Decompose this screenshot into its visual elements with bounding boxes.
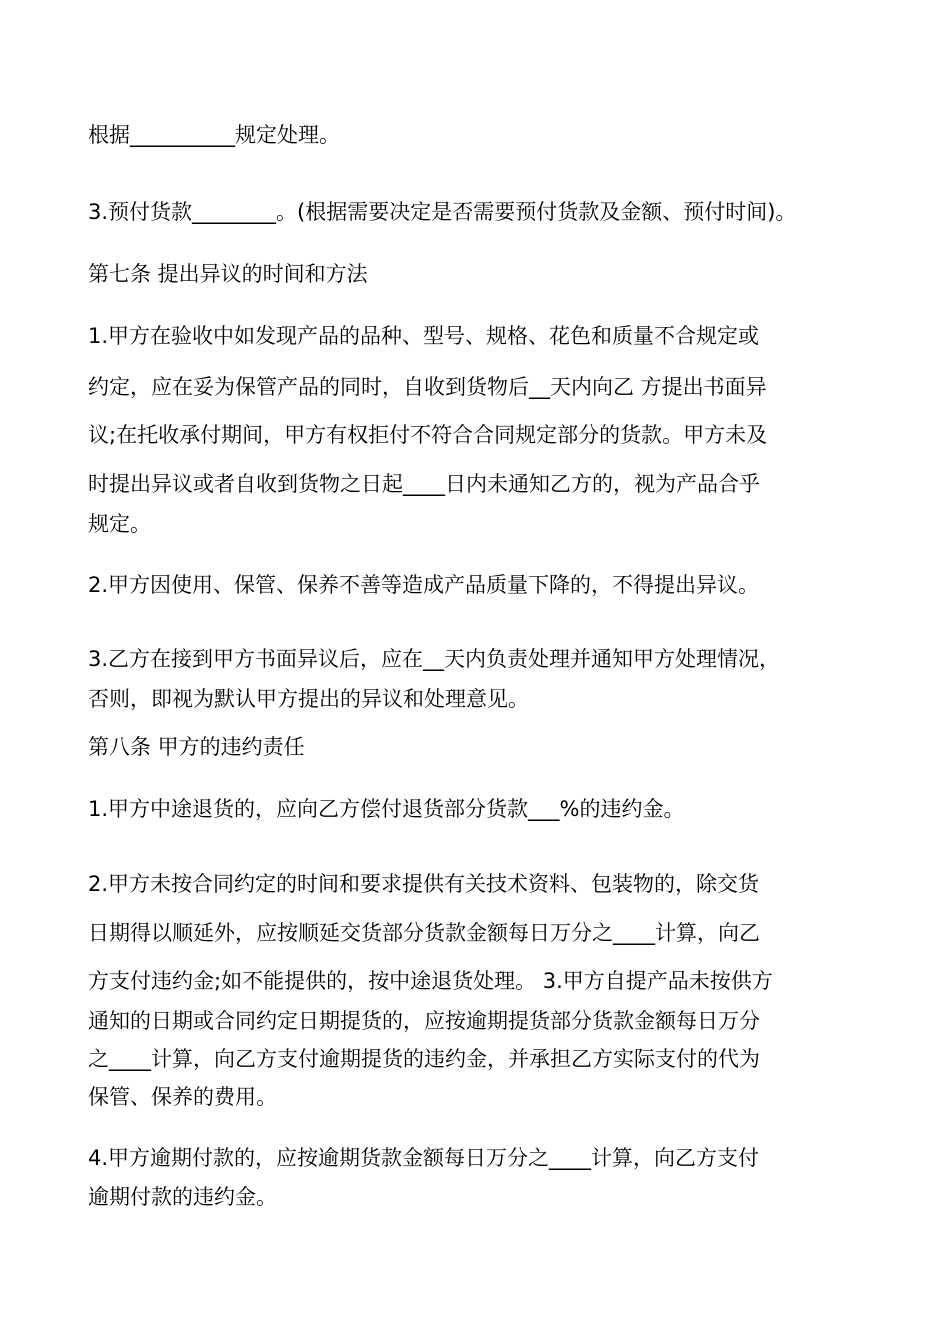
text-line-9: 2.甲方因使用、保管、保养不善等造成产品质量下降的，不得提出异议。 — [88, 573, 760, 597]
section-heading-7: 第七条 提出异议的时间和方法 — [88, 262, 368, 286]
text-line-19: 保管、保养的费用。 — [88, 1085, 277, 1109]
text-line-16: 方支付违约金;如不能提供的，按中途退货处理。 3.甲方自提产品未按供方 — [88, 969, 773, 993]
section-heading-8: 第八条 甲方的违约责任 — [88, 735, 305, 759]
text-line-1: 根据__________规定处理。 — [88, 123, 340, 147]
text-line-8: 规定。 — [88, 512, 151, 536]
text-line-5: 约定，应在妥为保管产品的同时，自收到货物后__天内向乙 方提出书面异 — [88, 375, 767, 399]
text-line-17: 通知的日期或合同约定日期提货的，应按逾期提货部分货款金额每日万分 — [88, 1009, 760, 1033]
text-line-11: 否则，即视为默认甲方提出的异议和处理意见。 — [88, 687, 529, 711]
text-line-7: 时提出异议或者自收到货物之日起____日内未通知乙方的，视为产品合乎 — [88, 472, 760, 496]
text-line-2: 3.预付货款________。(根据需要决定是否需要预付货款及金额、预付时间)。 — [88, 200, 797, 224]
text-line-15: 日期得以顺延外，应按顺延交货部分货款金额每日万分之____计算，向乙 — [88, 921, 760, 945]
text-line-14: 2.甲方未按合同约定的时间和要求提供有关技术资料、包装物的，除交货 — [88, 872, 760, 896]
text-line-6: 议;在托收承付期间，甲方有权拒付不符合合同规定部分的货款。甲方未及 — [88, 423, 768, 447]
text-line-21: 逾期付款的违约金。 — [88, 1185, 277, 1209]
text-line-18: 之____计算，向乙方支付逾期提货的违约金，并承担乙方实际支付的代为 — [88, 1047, 760, 1071]
text-line-20: 4.甲方逾期付款的，应按逾期货款金额每日万分之____计算，向乙方支付 — [88, 1146, 760, 1170]
text-line-10: 3.乙方在接到甲方书面异议后，应在__天内负责处理并通知甲方处理情况， — [88, 647, 781, 671]
text-line-13: 1.甲方中途退货的，应向乙方偿付退货部分货款___%的违约金。 — [88, 797, 685, 821]
text-line-4: 1.甲方在验收中如发现产品的品种、型号、规格、花色和质量不合规定或 — [88, 324, 760, 348]
